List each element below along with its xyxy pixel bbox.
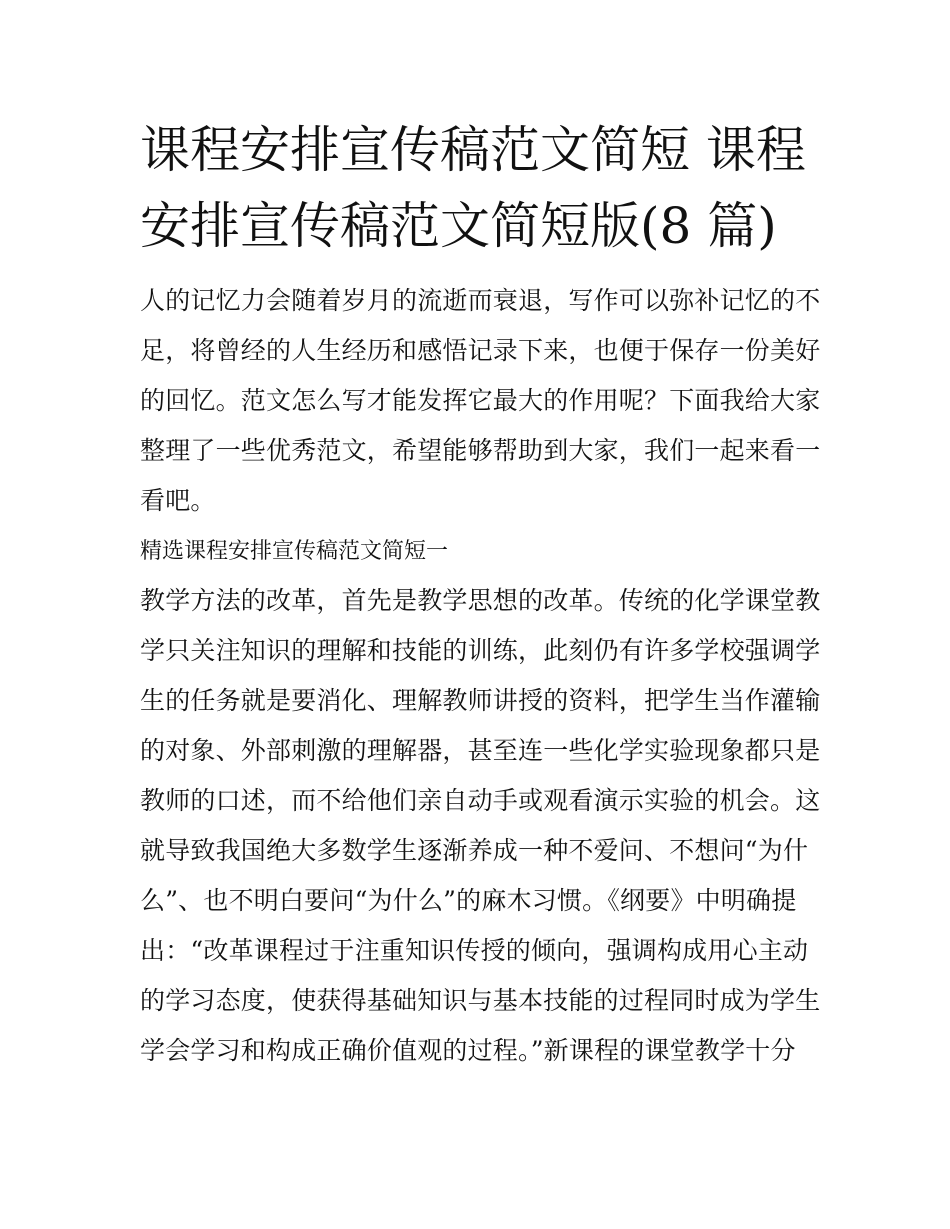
intro-line-4: 整理了一些优秀范文，希望能够帮助到大家，我们一起来看一: [140, 436, 821, 465]
body-line-4: 的对象、外部刺激的理解器，甚至连一些化学实验现象都只是: [140, 736, 821, 765]
title-line-2: 安排宣传稿范文简短版(8 篇): [140, 197, 777, 255]
body-line-9: 的学习态度，使获得基础知识与基本技能的过程同时成为学生: [140, 986, 821, 1015]
body-line-8: 出：“改革课程过于注重知识传授的倾向，强调构成用心主动: [140, 936, 809, 965]
body-line-2: 学只关注知识的理解和技能的训练，此刻仍有许多学校强调学: [140, 636, 821, 665]
body-line-5: 教师的口述，而不给他们亲自动手或观看演示实验的机会。这: [140, 786, 821, 815]
intro-line-3: 的回忆。范文怎么写才能发挥它最大的作用呢？下面我给大家: [140, 386, 821, 415]
body-line-3: 生的任务就是要消化、理解教师讲授的资料，把学生当作灌输: [140, 686, 821, 715]
section-heading: 精选课程安排宣传稿范文简短一: [140, 539, 449, 564]
body-line-7: 么”、也不明白要问“为什么”的麻木习惯。《纲要》中明确提: [140, 886, 797, 915]
document-title: [140, 112, 820, 264]
body-paragraph: [140, 576, 820, 1076]
intro-line-2: 足，将曾经的人生经历和感悟记录下来，也便于保存一份美好: [140, 336, 821, 365]
body-line-1: 教学方法的改革，首先是教学思想的改革。传统的化学课堂教: [140, 586, 821, 615]
intro-paragraph: [140, 276, 820, 526]
intro-line-1: 人的记忆力会随着岁月的流逝而衰退，写作可以弥补记忆的不: [140, 286, 821, 315]
title-line-1: 课程安排宣传稿范文简短 课程: [140, 121, 806, 179]
intro-line-5: 看吧。: [140, 486, 216, 515]
body-line-6: 就导致我国绝大多数学生逐渐养成一种不爱问、不想问“为什: [140, 836, 809, 865]
body-line-10: 学会学习和构成正确价值观的过程。”新课程的课堂教学十分: [140, 1036, 796, 1065]
